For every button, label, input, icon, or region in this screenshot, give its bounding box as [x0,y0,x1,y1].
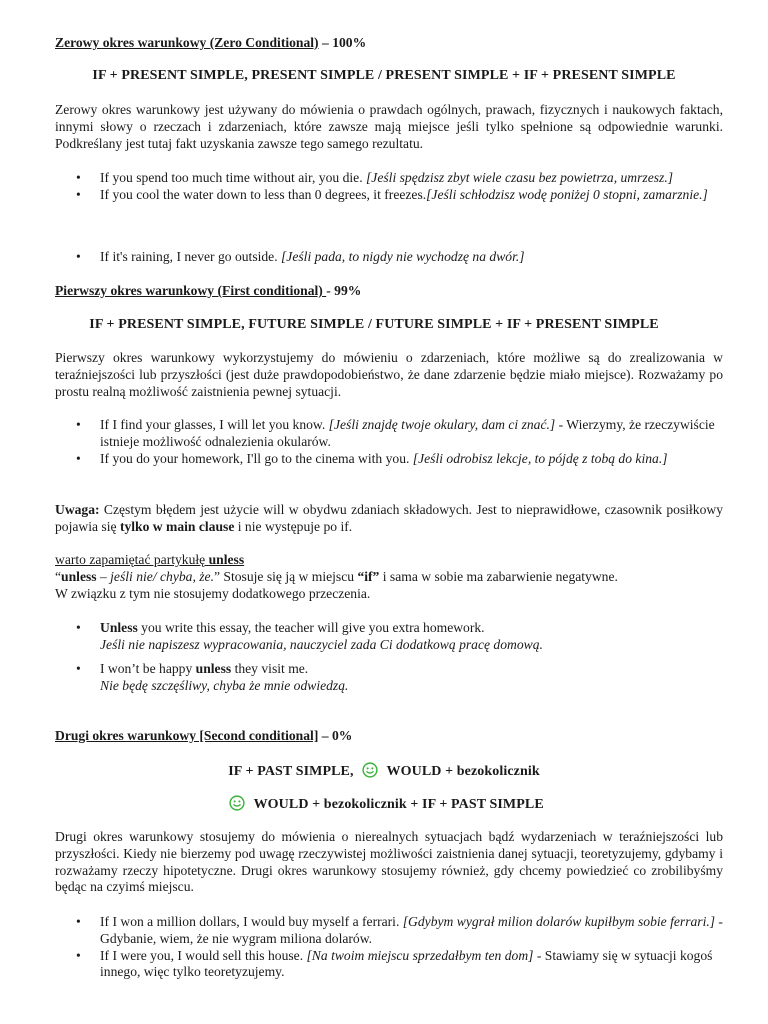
bullet-icon: • [76,947,81,963]
first-examples [55,417,723,467]
bullet-icon: • [76,417,81,432]
second-percent: – 0% [318,728,353,743]
second-formula-1: IF + PAST SIMPLE, WOULD + bezokolicznik [228,764,540,779]
zero-formula: IF + PRESENT SIMPLE, PRESENT SIMPLE / PRESENT SIMPLE + IF + PRESENT SIMPLE [92,68,676,83]
first-warning: Uwaga: Częstym błędem jest użycie will w obydwu zdaniach składowych. Jest to nieprawidłowe, czasownik posiłkowy pojawia się tylko w main clause i nie występuje po if. [55,502,723,534]
unless-intro: warto zapamiętać partykułę unless [55,552,245,567]
smiley-icon [362,762,378,778]
list-item: • If you spend too much time without air, you die. [Jeśli spędzisz zbyt wiele czasu bez powietrza, umrzesz.] [76,170,674,185]
list-item: • If you do your homework, I'll go to the cinema with you. [Jeśli odrobisz lekcje, to pójdę z tobą do kina.] [76,450,668,466]
bullet-icon: • [76,186,81,202]
list-item: • If I won a million dollars, I would buy myself a ferrari. [Gdybym wygrał milion dolarów kupiłbym sobie ferrari.] - Gdybanie, wiem, że nie wygram miliona dolarów. [76,914,723,946]
bullet-icon: • [76,661,81,676]
first-description: Pierwszy okres warunkowy wykorzystujemy do mówieniu o zdarzeniach, które możliwe są do zrealizowania w teraźniejszości lub przyszłości (jest duże prawdopodobieństwo, że dane zdarzenie będzie miało miejsce). Rozważamy po prostu realną możliwość zaistnienia pewnej sytuacji. [55,350,723,399]
zero-title: Zerowy okres warunkowy (Zero Conditional) [55,35,319,50]
unless-examples-2 [55,661,723,695]
list-item: • If I were you, I would sell this house. [Na twoim miejscu sprzedałbym ten dom] - Stawiamy się w sytuacji kogoś innego, więc tylko teoretyzujemy. [76,947,713,980]
bullet-icon: • [76,914,81,929]
warning-label: Uwaga: [55,502,100,517]
zero-heading [55,35,723,52]
list-item: • If it's raining, I never go outside. [Jeśli pada, to nigdy nie wychodzę na dwór.] [76,249,525,264]
unless-note: W związku z tym nie stosujemy dodatkowego przeczenia. [55,586,371,601]
second-heading [55,728,723,745]
unless-examples [55,620,723,654]
bullet-icon: • [76,450,81,466]
bullet-icon: • [76,620,81,635]
bullet-icon: • [76,249,81,264]
zero-examples [55,170,723,204]
smiley-icon [229,795,245,811]
second-examples [55,914,723,981]
first-percent: - 99% [326,283,362,298]
first-formula: IF + PRESENT SIMPLE, FUTURE SIMPLE / FUTURE SIMPLE + IF + PRESENT SIMPLE [89,317,659,332]
bullet-icon: • [76,170,81,185]
first-title: Pierwszy okres warunkowy (First conditional) [55,283,327,298]
unless-definition: “unless – jeśli nie/ chyba, że.” Stosuje się ją w miejscu “if” i sama w sobie ma zabarwienie negatywne. [55,569,618,584]
second-description: Drugi okres warunkowy stosujemy do mówienia o nierealnych sytuacjach bądź wydarzeniach w teraźniejszości lub przyszłości. Kiedy nie bierzemy pod uwagę rzeczywistej możliwości zaistnienia danej sytuacji, teoretyzujemy, gdybamy i rozważamy rzeczy hipotetyczne. Drugi okres warunkowy stosujemy również, gdy chcemy powiedzieć co zrobilibyśmy będąc na czyimś miejscu. [55,829,723,895]
zero-percent: – 100% [318,35,367,50]
first-heading [55,283,723,300]
list-item: • I won’t be happy unless they visit me. Nie będę szczęśliwy, chyba że mnie odwiedzą. [76,661,349,693]
list-item: • Unless you write this essay, the teacher will give you extra homework. Jeśli nie napiszesz wypracowania, nauczyciel zada Ci dodatkową pracę domową. [76,620,543,652]
second-title: Drugi okres warunkowy [Second conditional] [55,728,319,743]
list-item: • If I find your glasses, I will let you know. [Jeśli znajdę twoje okulary, dam ci znać.] - Wierzymy, że rzeczywiście istnieje możliwość odnalezienia okularów. [76,417,715,449]
zero-description: Zerowy okres warunkowy jest używany do mówienia o prawdach ogólnych, prawach, fizycznych i naukowych faktach, innymi słowy o rzeczach i zdarzeniach, które zawsze mają miejsce jeśli tylko spełnione są odpowiednie warunki. Podkreślany jest tutaj fakt uzyskania zawsze tego samego rezultatu. [55,102,723,151]
list-item: • If you cool the water down to less than 0 degrees, it freezes.[Jeśli schłodzisz wodę poniżej 0 stopni, zamarznie.] [76,186,708,202]
second-formula-2: WOULD + bezokolicznik + IF + PAST SIMPLE [40,795,728,814]
zero-examples-2 [55,249,723,266]
